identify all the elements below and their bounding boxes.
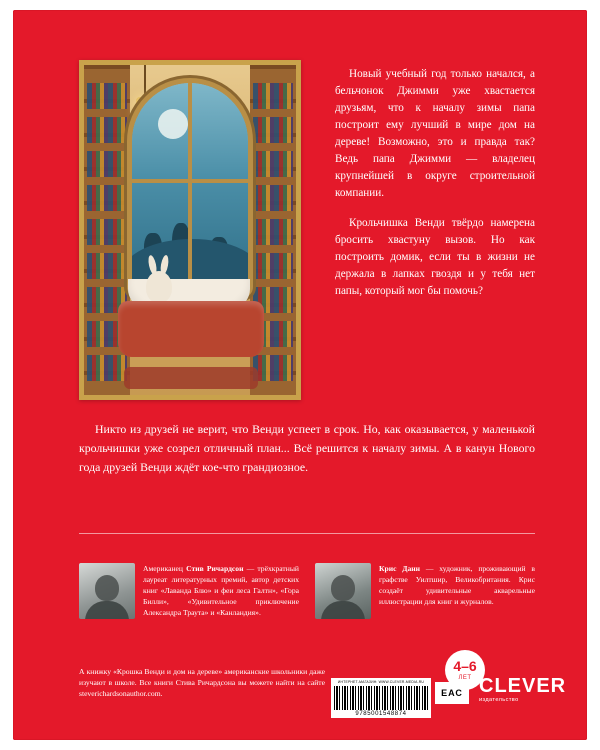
illustrator-bio-text: — художник, проживающий в графстве Уилтшир, Великобритания. Крис создаёт удивительные акварельные иллюстрации для книг и журналов.	[379, 564, 535, 606]
isbn-number: 9785001548874	[355, 711, 407, 717]
rug	[124, 367, 258, 389]
barcode-bars	[334, 686, 428, 710]
age-range: 4–6	[453, 658, 477, 674]
blurb-full-width	[79, 420, 535, 477]
moon-icon	[158, 109, 188, 139]
lamp-cord	[144, 65, 146, 99]
author-block-writer	[79, 563, 299, 619]
blurb-paragraph-2: Крольчишка Венди твёрдо намерена бросить хвастуну вызов. Но как построить домик, если ты в жизни не держала в лапках гвоздя и у тебя нет папы, который мог бы помочь?	[335, 217, 535, 297]
illustration-scene	[84, 65, 296, 395]
blurb-right-column	[335, 66, 535, 300]
author-bio-text: — трёхкратный лауреат литературных премий, автор детских книг «Лаванда Блю» и феи леса Галтн», «Гора Билли», «Удивительное приключение Александра Траута» и «Канландия».	[143, 564, 299, 617]
author-bio-writer	[143, 563, 299, 619]
cover-illustration	[79, 60, 301, 400]
avatar	[315, 563, 371, 619]
window-mullion	[188, 83, 192, 293]
bottom-note: А книжку «Крошка Венди и дом на дереве» американские школьники даже изучают в школе. Все книги Стива Ричардсона вы можете найти на сайте steverichardsonauthor.com.	[79, 667, 325, 698]
window-seat	[118, 301, 264, 357]
illustrator-name: Крис Данн	[379, 564, 421, 573]
avatar	[79, 563, 135, 619]
publisher-logo	[479, 675, 567, 703]
publisher-name: CLEVER	[479, 675, 567, 697]
publisher-tagline: издательство	[479, 697, 519, 703]
window-transom	[132, 179, 248, 183]
author-name: Стив Ричардсон	[186, 564, 244, 573]
author-bio-illustrator	[379, 563, 535, 619]
cover-background	[13, 10, 587, 740]
section-divider	[79, 533, 535, 534]
author-block-illustrator	[315, 563, 535, 619]
eac-mark: ЕАС	[435, 682, 469, 704]
age-unit: ЛЕТ	[458, 675, 472, 681]
barcode-header-text: ИНТЕРНЕТ-МАГАЗИН: WWW.CLEVER-MEDIA.RU	[337, 680, 425, 684]
barcode-block	[331, 678, 431, 718]
author-name-prefix: Американец	[143, 564, 187, 573]
blurb-paragraph-3: Никто из друзей не верит, что Венди успеет в срок. Но, как оказывается, у маленькой крольчишки уже созрел отличный план... Всё решится к началу зимы. А в канун Нового года друзей Венди ждёт кое-что грандиозное.	[79, 422, 535, 474]
blurb-paragraph-1: Новый учебный год только начался, а бельчонок Джимми уже хвастается друзьям, что к началу зимы папа построит ему лучший в мире дом на дереве! Возможно, это и правда так? Ведь папа Джимми — владелец крупнейшей в округе строительной компании.	[335, 68, 535, 199]
rabbit-character	[146, 271, 172, 303]
authors-section	[79, 563, 535, 619]
